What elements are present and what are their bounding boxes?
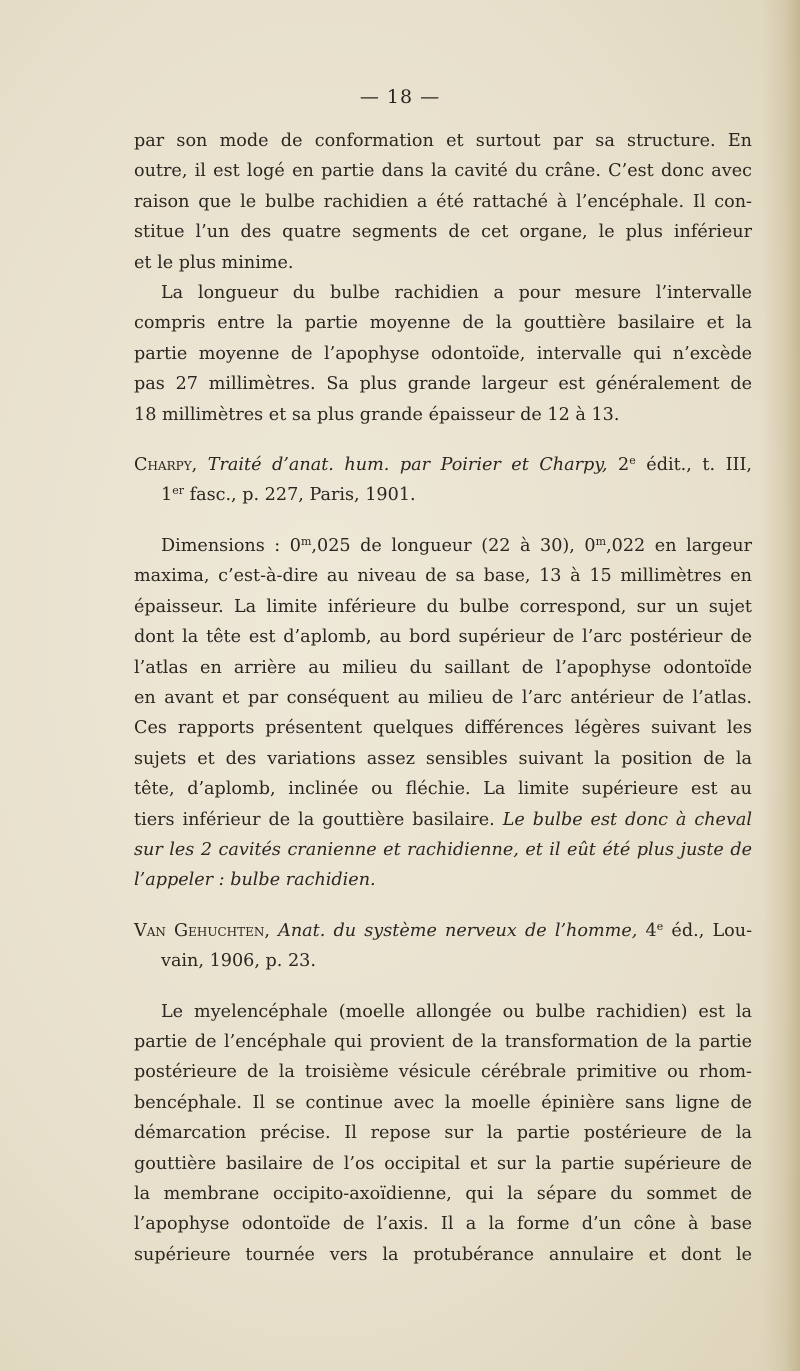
ref-edition-sup: e — [629, 454, 636, 468]
text-line: bencéphale. Il se continue avec la moelle épinière sans ligne de — [134, 1092, 752, 1113]
text-line: raison que le bulbe rachidien a été rattaché à l’encéphale. Il con- — [134, 191, 752, 212]
text-fragment: tiers inférieur de la gouttière basilaire. — [134, 809, 503, 830]
text-line: tête, d’aplomb, inclinée ou fléchie. La limite supérieure est au — [134, 779, 752, 800]
italic-fragment: sur les 2 cavités cranienne et rachidienne, et il eût été plus juste de — [134, 839, 752, 860]
text-line: compris entre la partie moyenne de la gouttière basilaire et la — [134, 313, 752, 334]
text-line — [134, 531, 752, 561]
page-edge-shading — [762, 0, 800, 1371]
body-text — [134, 126, 752, 1270]
text-line: l’atlas en arrière au milieu du saillant de l’apophyse odontoïde — [134, 657, 752, 678]
reference-charpy-line1 — [134, 450, 752, 480]
text-fragment: ,022 en largeur — [606, 535, 753, 556]
text-line: supérieure tournée vers la protubérance annulaire et dont le — [134, 1244, 752, 1265]
text-line — [134, 865, 752, 895]
italic-fragment: l’appeler : bulbe rachidien. — [134, 870, 376, 891]
text-line: Ces rapports présentent quelques différences légères suivant les — [134, 718, 752, 739]
text-line: gouttière basilaire de l’os occipital et sur la partie supérieure de — [134, 1153, 752, 1174]
reference-charpy-line2 — [134, 480, 752, 510]
text-line — [134, 805, 752, 835]
unit-sup: m — [595, 534, 607, 548]
text-line: stitue l’un des quatre segments de cet organe, le plus inférieur — [134, 222, 752, 243]
reference-van-gehuchten-line1 — [134, 916, 752, 946]
ref-edition-sup: e — [656, 919, 664, 933]
text-line: 18 millimètres et sa plus grande épaisseur de 12 à 13. — [134, 404, 620, 425]
text-line: par son mode de conformation et surtout par sa structure. En — [134, 131, 752, 151]
text-fragment: ,025 de longueur (22 à 30), 0 — [311, 535, 596, 556]
unit-sup: m — [300, 534, 312, 548]
text-line: partie de l’encéphale qui provient de la transformation de la partie — [134, 1031, 752, 1052]
text-line — [134, 835, 752, 865]
page-number: — 18 — — [359, 86, 441, 108]
text-line: maxima, c’est-à-dire au niveau de sa base, 13 à 15 millimètres en — [134, 566, 752, 587]
text-line: démarcation précise. Il repose sur la partie postérieure de la — [134, 1123, 752, 1144]
text-line: dont la tête est d’aplomb, au bord supérieur de l’arc postérieur de — [134, 627, 752, 648]
ref-edition: 2 — [618, 455, 630, 476]
text-line: sujets et des variations assez sensibles suivant la position de la — [134, 748, 752, 769]
ref-fasc-sup: er — [172, 484, 184, 498]
ref-title: Traité d’anat. hum. par Poirier et Charpy, — [207, 455, 608, 476]
ref-author: Van Gehuchten, — [134, 920, 270, 941]
ref-line2: fasc., p. 227, Paris, 1901. — [183, 485, 416, 506]
reference-van-gehuchten-line2: vain, 1906, p. 23. — [161, 951, 316, 972]
text-line: Le myelencéphale (moelle allongée ou bulbe rachidien) est la — [161, 1001, 752, 1022]
text-line: La longueur du bulbe rachidien a pour mesure l’intervalle — [161, 283, 752, 304]
text-line: partie moyenne de l’apophyse odontoïde, intervalle qui n’excède — [134, 343, 752, 364]
ref-rest: éd., Lou- — [663, 920, 753, 941]
text-line: l’apophyse odontoïde de l’axis. Il a la forme d’un cône à base — [134, 1214, 752, 1235]
ref-edition: 4 — [645, 920, 657, 941]
ref-rest: édit., t. III, — [635, 455, 753, 476]
text-line: en avant et par conséquent au milieu de l’arc antérieur de l’atlas. — [134, 687, 752, 708]
text-line: et le plus minime. — [134, 252, 294, 273]
text-line: postérieure de la troisième vésicule cérébrale primitive ou rhom- — [134, 1062, 752, 1083]
text-line: la membrane occipito-axoïdienne, qui la sépare du sommet de — [134, 1184, 752, 1204]
text-line: épaisseur. La limite inférieure du bulbe correspond, sur un sujet — [134, 596, 752, 617]
ref-fasc: 1 — [161, 485, 173, 506]
ref-author: Charpy, — [134, 455, 198, 476]
italic-fragment: Le bulbe est donc à cheval — [502, 809, 752, 830]
text-line: outre, il est logé en partie dans la cavité du crâne. C’est donc avec — [134, 161, 752, 182]
text-line: pas 27 millimètres. Sa plus grande largeur est généralement de — [134, 374, 752, 395]
text-fragment: Dimensions : 0 — [161, 535, 301, 556]
ref-title: Anat. du système nerveux de l’homme, — [278, 920, 638, 941]
